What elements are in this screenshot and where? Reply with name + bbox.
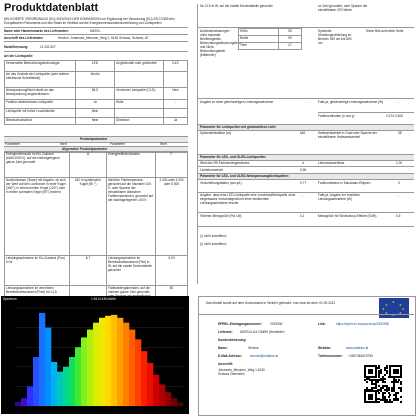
col-param-header-2: Parameter [110, 141, 125, 146]
led-header: Parameter für LED- und OLED-Lichtquellen: [200, 154, 267, 159]
replacement-claim-value-2: - [398, 193, 400, 197]
eu-flag-icon: ★ ★ ★ ★ ★ ★ ★ ★ [379, 298, 409, 318]
eprel-qr-code-icon[interactable] [364, 365, 402, 403]
supplier-value: MATEL [90, 29, 101, 33]
eprel-url-link[interactable]: https://eprel.ec.europa.eu/qr/2192930 [336, 322, 390, 326]
spectrum-bar [141, 351, 147, 406]
spectrum-bar [33, 357, 39, 406]
r9-label: Wert des R9-Farbwiedergabeindex [200, 161, 250, 165]
spectrum-bar [15, 402, 21, 406]
spectral-label: Spektrale Strahlungsverteilung im Bereich 250 nm bis 800 nm [318, 29, 352, 45]
supplier-label: Name oder Handelsmarke des Lieferanten: [4, 29, 69, 33]
table-row: Farblich abstimmbare Lichtquelle: Ja Hülle: - [5, 100, 188, 109]
table-row: Verwendete Beleuchtungstechnologie: LED Ungebündelt oder gebündelt: DLS [5, 61, 188, 72]
replacement-claim-label-2: Falls ja, Angabe zur ersetzten Leistungsaufnahme (W) [318, 193, 360, 201]
directional-header: Parameter für Lichtquellen mit gebündeltem Licht: [200, 124, 277, 129]
spectrum-bar [99, 318, 105, 406]
col-param-header: Parameter [5, 141, 20, 146]
email-link[interactable]: service@matelux.at [250, 354, 279, 358]
page-title: Produktdatenblatt [4, 2, 99, 14]
supplier-field-label: Lieferant: [218, 330, 233, 334]
chroma-label: Farbkoordinaten (x und y) [318, 114, 355, 118]
spectrum-bar [45, 328, 51, 406]
footnote-1: (¹) nicht zutreffend; [200, 234, 227, 238]
spectrum-bar [129, 330, 135, 406]
email-label: E-Mail-Adresse: [218, 354, 243, 358]
table-row: Leistungsaufnahme im Ein-Zustand (Pon) in W 8,7 Leistungsaufnahme im Bereitschaftszustand (Psb) in W, auf die zweite Dezimalstelle gerundet 0,00 [5, 256, 188, 286]
flicker-value: 0,1 [300, 214, 305, 218]
table-row: Höhe 50 [239, 29, 302, 36]
spectrum-bar [93, 323, 99, 406]
spectrum-bar [159, 384, 165, 406]
equiv-power-label-2: Falls ja, gleichwertige Leistungsaufnahme (W) [318, 100, 384, 104]
table-row: Tiefe 27 [239, 43, 302, 50]
spectrum-bar [165, 392, 171, 406]
spectrum-bar [147, 363, 153, 406]
table-row: Netzspannung/Nicht direkt an das Netzspannung angeschlossen: MLS Vernetzte Lichtquelle (CLS): Nein [5, 88, 188, 100]
displacement-value: 0,77 [300, 181, 307, 185]
name-label: Name: [218, 346, 228, 350]
dimensions-table [238, 28, 302, 50]
spectrum-bar [153, 375, 159, 406]
link-label: Link: [318, 322, 326, 326]
model-value: 11.032.307 [40, 45, 56, 49]
cri-note: ze Zahl gerundet, oder Spanne der einstellbaren CRI-Werte [318, 4, 368, 12]
lightsource-table [4, 60, 188, 125]
supplier-field-value: MATEL/LUX GMBH (Hersteller) [240, 330, 285, 334]
displacement-label: Verschiebungsfaktor (cos φ1) [200, 181, 242, 185]
address-field-label: Anschrift: [218, 362, 234, 366]
eprel-number-value: 2192930 [270, 322, 283, 326]
stroboscopic-label: Messgröße für Stroboskop-Effekte (SVM) [318, 214, 377, 218]
peak-intensity-label: Spitzenlichtstärke (cd) [200, 131, 232, 135]
flicker-label: Flimmer-Messgröße (Pst LM) [200, 214, 242, 218]
chroma-value: 0,374 0,365 [386, 114, 403, 118]
regulation-intro: DELEGIERTE VERORDNUNG (EU) 2019/2015 DER KOMMISSION zur Ergänzung der Verordnung (EU) 2017/1369 des Europäischen Parlaments und des Rates im Hinblick auf die Energieverbrauchskennzeichnung von Lichtquellen [4, 17, 175, 25]
spectrum-bar [87, 330, 93, 406]
replacement-claim-value: - [302, 193, 304, 197]
spectrum-bar [75, 347, 81, 406]
spectrum-plot [1, 296, 189, 414]
website-link[interactable]: www.matelux.at [346, 346, 369, 350]
lumen-maint-value: 0,96 [300, 168, 307, 172]
spectrum-bar [177, 402, 183, 406]
stroboscopic-value: 0,5 [396, 214, 401, 218]
spectrum-bar [27, 386, 33, 406]
equiv-power-value: - [306, 100, 308, 104]
peak-intensity-value: 652 [300, 131, 306, 135]
dimensions-intro: Außenabmessungen ohne separate Betriebsgeräte, Beleuchtungssteuerungsteile und Nicht-Beleuchtungsteile (Millimeter) [200, 29, 241, 57]
spectral-value: Siehe Bild auf letzter Seite [366, 29, 404, 33]
model-label: Modellkennung: [4, 45, 29, 49]
table-row: Energieverbrauch im Ein-Zustand (kWh/1000 h), auf die nächstgelegene ganze Zahl gerundet 8 Energieeffizienzklasse F [5, 152, 188, 178]
spectrum-bar [105, 316, 111, 406]
lumen-maint-label: Lichtstromerhalt [200, 168, 223, 172]
table-row: Nutzlichtstrom (Φuse) mit Angabe, ob sich der Wert auf den Lichtstrom in einer Kugel (360°), in einem breiten Kegel (120°) oder in einem schmalen Kegel (90°) bezieht 510 in sphärischer Kugel (90 °) ähnliche Farbtemperatur, gerundet auf die nächsten 100 K, oder Spanne der einstellbaren ähnlichen Farbtemperaturen, gerundet auf die nächstgelegenen 100 K 3 000 oder 4 000 oder 6 500 [5, 178, 188, 256]
spectrum-bar [39, 313, 45, 406]
replacement-claim-label: Angabe, dass eine LED-Lichtquelle eine Leuchtstofflichtquelle ohne eingebautes Vorschaltgerät mit einer bestimmten Leistungsaufnahme ersetzt. [200, 193, 296, 205]
col-value-header-2: Wert [160, 141, 167, 146]
address-field-value: Johannes_Meusner_Weg 1 6130 Schwaz Österreich [218, 368, 265, 376]
general-params-table [4, 151, 188, 314]
address-label: Anschrift des Lieferanten: [4, 36, 44, 40]
spectrum-bar [171, 398, 177, 406]
equiv-power-value-2: - [398, 100, 400, 104]
address-value: Service, Johannes_Meusner_Weg 1, 6130 Schwaz, Schwaz, AT [58, 36, 149, 40]
footnote-2: (²) nicht zutreffend; [200, 242, 227, 246]
survival-label: Lebensdauerfaktor [318, 161, 345, 165]
phone-value: +4367361619759 [348, 354, 373, 358]
spectrum-bar [63, 367, 69, 406]
spectrum-bar [111, 315, 117, 406]
website-label: Website: [318, 346, 332, 350]
spectrum-bar [123, 323, 129, 406]
spectrum-bar [117, 318, 123, 406]
spectrum-bar [21, 398, 27, 406]
eprel-number-label: EPREL-Eintragungsnummer: [218, 322, 262, 326]
market-intro: Das Modell wurde auf dem Unionsmarkt in Verkehr gebracht, und zwar ab dem: 01.09.2021 [206, 301, 336, 305]
beam-angle-value: 38 [398, 131, 402, 135]
cls-note: für CLS in W, auf die zweite Dezimalstelle gerundet [200, 4, 273, 8]
table-row: Art des Sockels der Lichtquelle (oder andere elektrische Schnittstelle) Modul [5, 72, 188, 88]
survival-value: 1,00 [396, 161, 403, 165]
spectrum-bar [69, 357, 75, 406]
table-row: Lichtquelle mit hoher Leuchtdichte: Nein [5, 109, 188, 118]
spectrum-bar [57, 372, 63, 406]
color-consistency-value: 3 [398, 181, 400, 185]
table-row: Breite 50 [239, 36, 302, 43]
table-row: Leistungsaufnahme im vernetzten Bereitschaftszustand (Pnet) für CLS - Farbwiedergabeindex, auf die nächste ganze Zahl gerundet, 80 [5, 286, 188, 314]
spectrum-bar [51, 362, 57, 406]
lightsource-label: Art der Lichtquelle: [4, 54, 34, 58]
col-value-header: Wert [60, 141, 67, 146]
spectrum-bar [81, 337, 87, 406]
spectrum-chart [1, 296, 189, 414]
params-header: Produktparameter [80, 136, 108, 141]
spectrum-header-mid: 1.9413.430mW/m [91, 297, 117, 301]
phone-label: Telefonnummer: [318, 354, 343, 358]
customer-service-label: Kundenbetreuung: [218, 338, 247, 342]
table-row: Blendschutzschild: Nein Dimmbar: Ja [5, 118, 188, 125]
beam-angle-label: Halbwertswinkel in Grad oder Spanne der einstellbaren Halbwertswinkel [318, 131, 377, 139]
general-params-header: Allgemeine Produktparameter [62, 146, 108, 151]
r9-value: 4 [302, 161, 304, 165]
spectrum-header-left: Spectrum [3, 297, 17, 301]
equiv-power-label: Angabe zu einer gleichwertigen Leistungsaufnahme [200, 100, 274, 104]
color-consistency-label: Farbkonsistenz in MacAdam-Ellipsen [318, 181, 371, 185]
mains-header: Parameter für LED- und OLED-Netzspannungslichtquellen: [200, 173, 290, 178]
spectrum-bar [135, 339, 141, 406]
name-value: Service [248, 346, 259, 350]
